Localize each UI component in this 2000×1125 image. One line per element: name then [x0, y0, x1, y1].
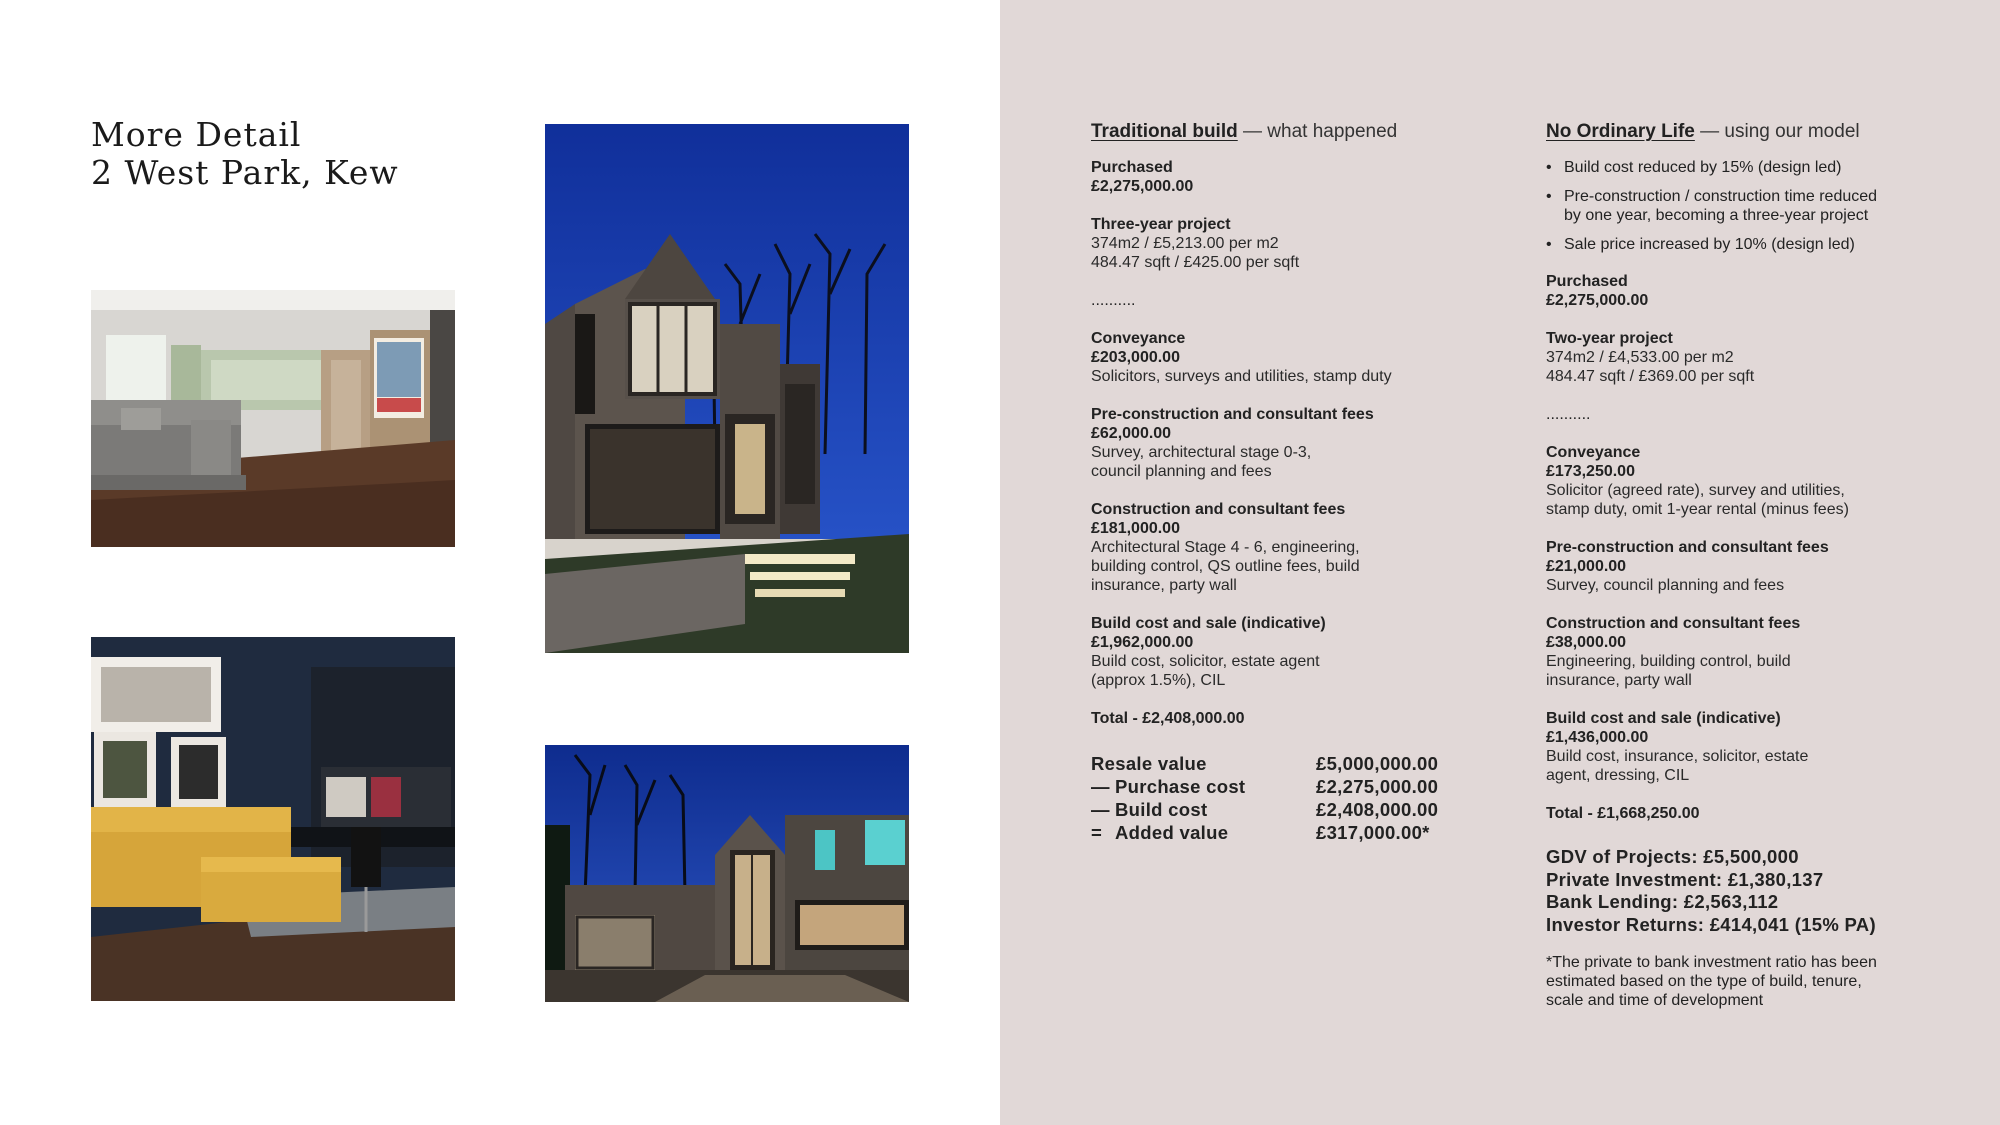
nol-project-line2: 484.47 sqft / £369.00 per sqft	[1546, 368, 1755, 385]
footnote-line3: scale and time of development	[1546, 992, 1764, 1009]
nol-benefit-line: • Pre-construction / construction time reduced	[1564, 188, 1878, 205]
traditional-build-heading-subtitle: — what happened	[1237, 121, 1398, 142]
traditional-project-line2: 484.47 sqft / £425.00 per sqft	[1091, 254, 1300, 271]
traditional-construction-amount: £181,000.00	[1091, 520, 1180, 537]
page-title-line1: More Detail	[91, 115, 302, 154]
nol-construction-line1: Engineering, building control, build	[1546, 653, 1791, 670]
study-room-photo	[91, 637, 455, 1001]
nol-construction	[1546, 614, 1946, 690]
summary-row-added	[1091, 821, 1491, 844]
house-exterior-night-photo	[545, 124, 909, 653]
summary-added-equals: =	[1091, 822, 1103, 843]
nol-preconstruction-amount: £21,000.00	[1546, 558, 1627, 575]
summary-build-minus: —	[1091, 799, 1110, 820]
summary-added-value: £317,000.00*	[1316, 822, 1430, 843]
traditional-build-column	[1091, 120, 1491, 844]
nol-construction-amount: £38,000.00	[1546, 634, 1627, 651]
nol-conveyance-line1: Solicitor (agreed rate), survey and utilities,	[1546, 482, 1845, 499]
traditional-purchased-amount: £2,275,000.00	[1091, 178, 1194, 195]
traditional-construction-label: Construction and consultant fees	[1091, 501, 1346, 518]
summary-row-purchase	[1091, 775, 1491, 798]
nol-benefit-line: by one year, becoming a three-year project	[1564, 207, 1869, 224]
nol-purchased-amount: £2,275,000.00	[1546, 292, 1649, 309]
nol-project-line1: 374m2 / £4,533.00 per m2	[1546, 349, 1734, 366]
nol-project-label: Two-year project	[1546, 330, 1673, 347]
summary-resale-value: £5,000,000.00	[1316, 753, 1439, 774]
no-ordinary-life-column	[1546, 120, 1946, 1010]
traditional-construction-line2: building control, QS outline fees, build	[1091, 558, 1360, 575]
bank-lending-figure: Bank Lending: £2,563,112	[1546, 891, 1779, 912]
value-summary-table	[1091, 752, 1491, 844]
nol-benefit-item	[1546, 158, 1946, 177]
nol-buildcost-line2: agent, dressing, CIL	[1546, 767, 1690, 784]
summary-resale-label: Resale value	[1091, 753, 1207, 774]
nol-purchased	[1546, 272, 1946, 310]
nol-benefits-list	[1546, 158, 1946, 254]
footnote-line2: estimated based on the type of build, tenure,	[1546, 973, 1862, 990]
page-title	[91, 116, 399, 192]
nol-buildcost	[1546, 709, 1946, 785]
summary-added-label: Added value	[1115, 822, 1229, 843]
traditional-conveyance-label: Conveyance	[1091, 330, 1186, 347]
living-room-photo	[91, 290, 455, 547]
nol-preconstruction-label: Pre-construction and consultant fees	[1546, 539, 1829, 556]
private-investment-figure: Private Investment: £1,380,137	[1546, 868, 1824, 890]
summary-build-label: Build cost	[1115, 799, 1208, 820]
traditional-dot-divider: ..........	[1091, 292, 1136, 309]
nol-benefit-line: • Sale price increased by 10% (design led)	[1564, 236, 1855, 253]
traditional-conveyance-amount: £203,000.00	[1091, 349, 1180, 366]
traditional-project	[1091, 215, 1491, 272]
footnote-line1: *The private to bank investment ratio has been	[1546, 954, 1877, 971]
investment-footnote	[1546, 953, 1916, 1010]
nol-preconstruction-line1: Survey, council planning and fees	[1546, 577, 1785, 594]
nol-conveyance-label: Conveyance	[1546, 444, 1641, 461]
nol-dot-divider: ..........	[1546, 406, 1591, 423]
investor-returns-figure: Investor Returns: £414,041 (15% PA)	[1546, 913, 1876, 935]
traditional-total: Total - £2,408,000.00	[1091, 710, 1245, 727]
summary-row-resale	[1091, 752, 1491, 775]
summary-row-build	[1091, 798, 1491, 821]
nol-heading-subtitle: — using our model	[1694, 121, 1860, 142]
traditional-buildcost-line1: Build cost, solicitor, estate agent	[1091, 653, 1320, 670]
nol-conveyance-amount: £173,250.00	[1546, 463, 1635, 480]
nol-heading	[1546, 120, 1946, 144]
summary-build-value: £2,408,000.00	[1316, 799, 1439, 820]
traditional-build-link[interactable]: Traditional build	[1091, 121, 1238, 142]
traditional-conveyance	[1091, 329, 1491, 386]
nol-benefit-item	[1546, 187, 1946, 225]
nol-preconstruction	[1546, 538, 1946, 595]
nol-project	[1546, 329, 1946, 386]
traditional-construction-line1: Architectural Stage 4 - 6, engineering,	[1091, 539, 1360, 556]
traditional-construction-line3: insurance, party wall	[1091, 577, 1237, 594]
traditional-project-line1: 374m2 / £5,213.00 per m2	[1091, 235, 1279, 252]
nol-link[interactable]: No Ordinary Life	[1546, 121, 1695, 142]
nol-construction-line2: insurance, party wall	[1546, 672, 1692, 689]
nol-benefit-line: • Build cost reduced by 15% (design led)	[1564, 159, 1842, 176]
nol-total: Total - £1,668,250.00	[1546, 805, 1700, 822]
traditional-preconstruction-amount: £62,000.00	[1091, 425, 1172, 442]
nol-construction-label: Construction and consultant fees	[1546, 615, 1801, 632]
traditional-preconstruction-line1: Survey, architectural stage 0-3,	[1091, 444, 1312, 461]
summary-purchase-minus: —	[1091, 776, 1110, 797]
traditional-buildcost-label: Build cost and sale (indicative)	[1091, 615, 1326, 632]
investment-figures	[1546, 846, 1946, 936]
page-title-line2: 2 West Park, Kew	[91, 153, 399, 192]
traditional-project-label: Three-year project	[1091, 216, 1231, 233]
nol-buildcost-amount: £1,436,000.00	[1546, 729, 1649, 746]
traditional-construction	[1091, 500, 1491, 595]
house-facade-night-photo	[545, 745, 909, 1002]
summary-purchase-label: Purchase cost	[1115, 776, 1246, 797]
nol-conveyance	[1546, 443, 1946, 519]
nol-purchased-label: Purchased	[1546, 273, 1628, 290]
traditional-purchased	[1091, 158, 1491, 196]
traditional-preconstruction-label: Pre-construction and consultant fees	[1091, 406, 1374, 423]
traditional-buildcost	[1091, 614, 1491, 690]
traditional-buildcost-amount: £1,962,000.00	[1091, 634, 1194, 651]
traditional-buildcost-line2: (approx 1.5%), CIL	[1091, 672, 1226, 689]
summary-purchase-value: £2,275,000.00	[1316, 776, 1439, 797]
nol-benefit-item	[1546, 235, 1946, 254]
traditional-purchased-label: Purchased	[1091, 159, 1173, 176]
traditional-conveyance-desc: Solicitors, surveys and utilities, stamp duty	[1091, 368, 1392, 385]
gdv-figure: GDV of Projects: £5,500,000	[1546, 846, 1799, 867]
traditional-preconstruction	[1091, 405, 1491, 481]
nol-buildcost-line1: Build cost, insurance, solicitor, estate	[1546, 748, 1809, 765]
traditional-preconstruction-line2: council planning and fees	[1091, 463, 1272, 480]
nol-buildcost-label: Build cost and sale (indicative)	[1546, 710, 1781, 727]
nol-conveyance-line2: stamp duty, omit 1-year rental (minus fees)	[1546, 501, 1849, 518]
traditional-build-heading	[1091, 120, 1491, 144]
